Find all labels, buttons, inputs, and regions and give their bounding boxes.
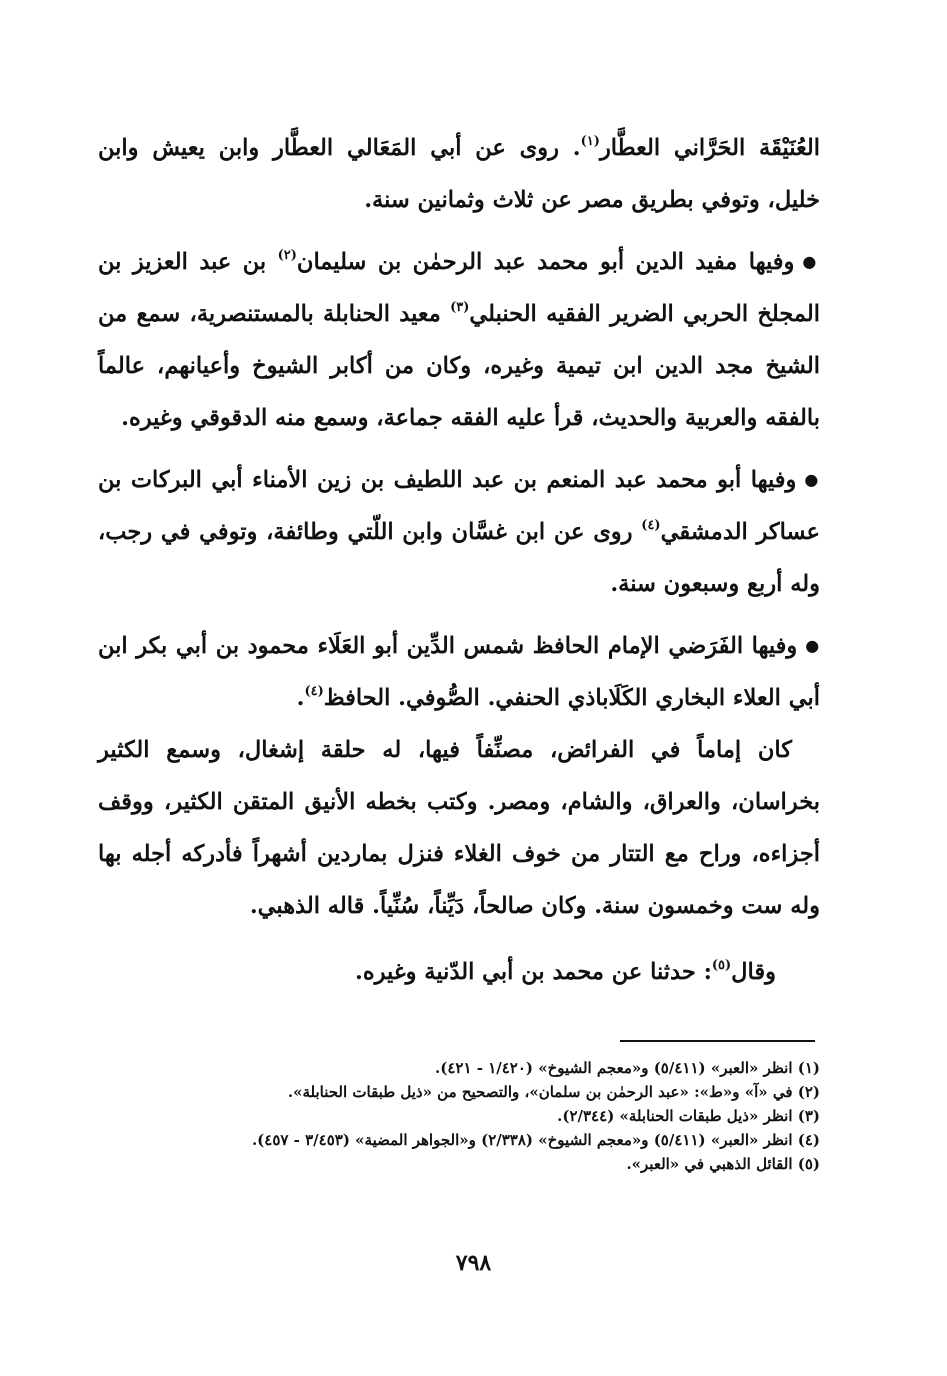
footnote-item: (٥) القائل الذهبي في «العبر». (626, 1155, 820, 1173)
footnote-marker: (١) (580, 134, 600, 149)
paragraph-text: معيد الحنابلة بالمستنصرية، سمع من الشيخ مجد الدين ابن تيمية وغيره، وكان من أكابر الشيوخ وأعيانهم، عالماً بالفقه والعربية والحديث، قرأ عليه الفقه جماعة، وسمع منه الدقوقي وغيره. (98, 301, 820, 431)
footnote-marker: (٣) (450, 300, 470, 315)
paragraph-text: كان إماماً في الفرائض، مصنِّفاً فيها، له حلقة إشغال، وسمع الكثير بخراسان، والعراق، والشام، ومصر. وكتب بخطه الأنيق المتقن الكثير، ووقف أجزاءه، وراح مع التتار من خوف الغلاء فنزل بماردين أشهراً فأدركه أجله بها وله ست وخمسون سنة. وكان صالحاً، دَيِّناً، سُنِّياً. قاله الذهبي. (98, 737, 820, 919)
footnote-item: (١) انظر «العبر» (٥/٤١١) و«معجم الشيوخ» (١/٤٢٠ - ٤٢١). (435, 1059, 820, 1077)
paragraph-text: . روى عن أبي المَعَالي العطَّار وابن يعيش وابن خليل، وتوفي بطريق مصر عن ثلاث وثمانين سنة. (98, 135, 820, 213)
paragraph-6 (98, 946, 820, 998)
main-text (98, 122, 820, 998)
footnote-divider (620, 1040, 815, 1042)
paragraph-5 (98, 724, 820, 932)
paragraph-1 (98, 122, 820, 226)
paragraph-text: العُنَيْقَة الحَرَّاني العطَّار (599, 135, 820, 161)
paragraph-2 (98, 236, 820, 444)
paragraph-text: وقال (731, 959, 776, 985)
paragraph-text: وفيها مفيد الدين أبو محمد عبد الرحمٰن بن سليمان (296, 249, 795, 275)
footnote-item: (٤) انظر «العبر» (٥/٤١١) و«معجم الشيوخ» (٢/٣٣٨) و«الجواهر المضية» (٣/٤٥٣ - ٤٥٧). (251, 1131, 820, 1149)
paragraph-text: . (296, 685, 305, 711)
paragraph-text: وفيها الفَرَضي الإمام الحافظ شمس الدِّين أبو العَلَاء محمود بن أبي بكر ابن أبي العلاء البخاري الكَلَاباذي الحنفي. الصُّوفي. الحافظ (98, 633, 820, 711)
paragraph-4 (98, 620, 820, 724)
bullet-icon: ● (804, 470, 820, 489)
bullet-icon: ● (802, 252, 820, 271)
paragraph-text: وفيها أبو محمد عبد المنعم بن عبد اللطيف بن زين الأمناء أبي البركات بن عساكر الدمشقي (98, 467, 820, 545)
bullet-icon: ● (805, 636, 820, 655)
paragraph-3 (98, 454, 820, 610)
footnote-marker: (٤) (641, 518, 661, 533)
footnote-marker: (٥) (711, 958, 732, 973)
page-number: ٧٩٨ (455, 1250, 492, 1276)
footnote-marker: (٤) (304, 684, 324, 699)
footnote-item: (٣) انظر «ذيل طبقات الحنابلة» (٢/٣٤٤). (557, 1107, 820, 1125)
footnotes-list (150, 1056, 820, 1176)
paragraph-text: روى عن ابن غسَّان وابن اللّتي وطائفة، وتوفي في رجب، وله أربع وسبعون سنة. (98, 519, 820, 597)
footnote-marker: (٢) (277, 248, 297, 263)
paragraph-text: بن عبد العزيز بن المجلخ الحربي الضرير الفقيه الحنبلي (98, 249, 820, 327)
paragraph-text: : حدثنا عن محمد بن أبي الدّنية وغيره. (355, 959, 712, 985)
footnote-item: (٢) في «آ» و«ط»: «عبد الرحمٰن بن سلمان»، والتصحيح من «ذيل طبقات الحنابلة». (287, 1083, 820, 1101)
